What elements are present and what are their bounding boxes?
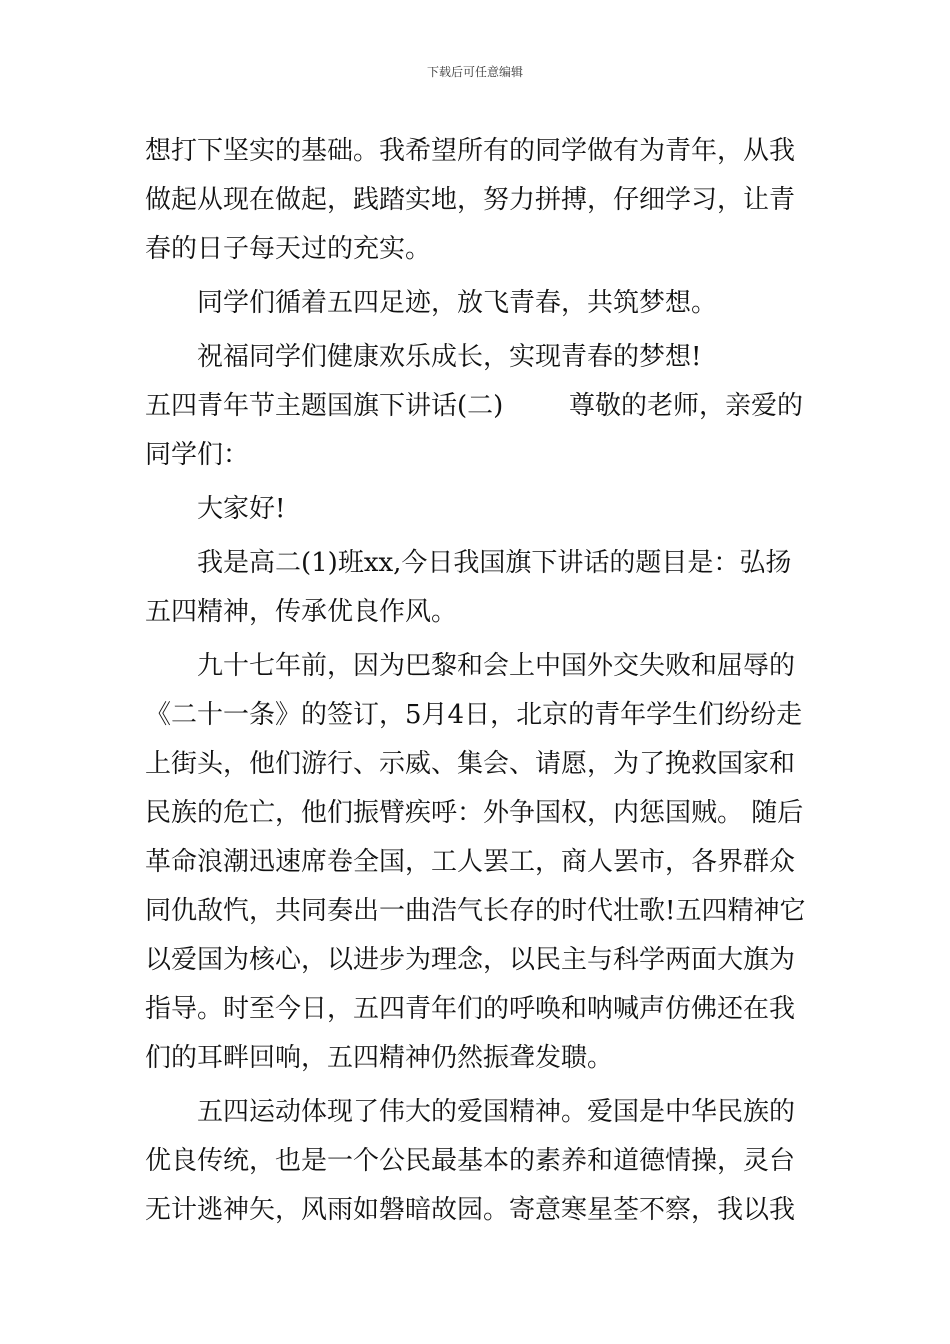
salutation-continued: 同学们： xyxy=(145,440,250,470)
paragraph-line: 九十七年前，因为巴黎和会上中国外交失败和屈辱的 xyxy=(197,651,796,681)
text-line: 革命浪潮迅速席卷全国，工人罢工，商人罢市，各界群众 xyxy=(145,847,796,877)
section-title: 五四青年节主题国旗下讲话(二) xyxy=(145,391,504,421)
text-line: 做起从现在做起，践踏实地，努力拼搏，仔细学习，让青 xyxy=(145,185,796,215)
paragraph-line: 祝福同学们健康欢乐成长，实现青春的梦想! xyxy=(197,342,702,372)
text-line: 《二十一条》的签订，5月4日，北京的青年学生们纷纷走 xyxy=(145,700,803,730)
text-line: 同仇敌忾，共同奏出一曲浩气长存的时代壮歌!五四精神它 xyxy=(145,896,806,926)
paragraph-line: 同学们循着五四足迹，放飞青春，共筑梦想。 xyxy=(197,288,718,318)
paragraph-line: 我是高二(1)班xx,今日我国旗下讲话的题目是：弘扬 xyxy=(197,548,792,578)
text-line: 五四精神，传承优良作风。 xyxy=(145,597,458,627)
page-header-note: 下载后可任意编辑 xyxy=(426,65,523,79)
greeting-line: 大家好! xyxy=(197,494,286,524)
text-line: 优良传统，也是一个公民最基本的素养和道德情操，灵台 xyxy=(145,1146,796,1176)
text-line: 指导。时至今日，五四青年们的呼唤和呐喊声仿佛还在我 xyxy=(145,994,796,1024)
text-line: 以爱国为核心，以进步为理念，以民主与科学两面大旗为 xyxy=(145,945,796,975)
document-body xyxy=(145,127,809,1235)
text-line: 春的日子每天过的充实。 xyxy=(145,234,432,264)
text-line: 们的耳畔回响，五四精神仍然振聋发聩。 xyxy=(145,1043,614,1073)
text-line: 民族的危亡，他们振臂疾呼：外争国权，内惩国贼。 随后 xyxy=(145,798,804,828)
text-line: 无计逃神矢，风雨如磐暗故园。寄意寒星荃不察，我以我 xyxy=(145,1195,796,1225)
paragraph-line: 五四运动体现了伟大的爱国精神。爱国是中华民族的 xyxy=(197,1097,796,1127)
salutation: 尊敬的老师，亲爱的 xyxy=(569,391,804,421)
section-title-line xyxy=(145,382,809,431)
text-line: 想打下坚实的基础。我希望所有的同学做有为青年，从我 xyxy=(145,136,796,166)
text-line: 上街头，他们游行、示威、集会、请愿，为了挽救国家和 xyxy=(145,749,796,779)
